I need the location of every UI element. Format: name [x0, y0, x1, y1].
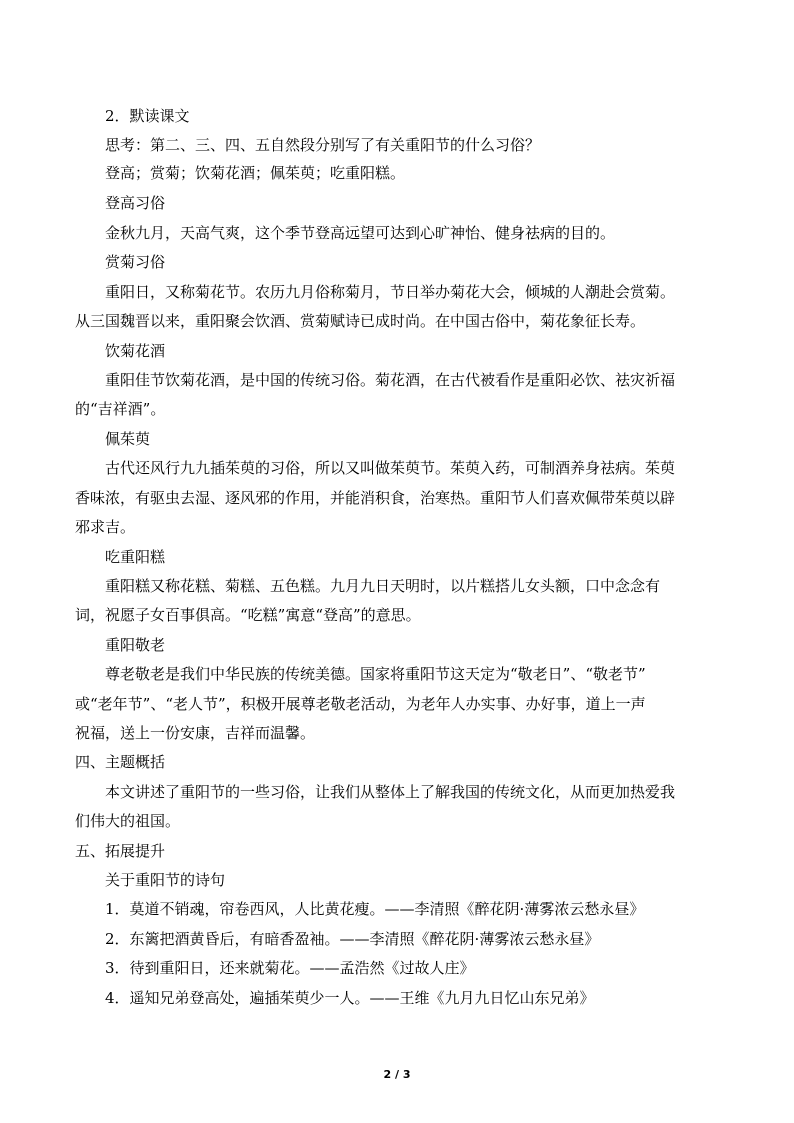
- poem-line: 3．待到重阳日，还来就菊花。——孟浩然《过故人庄》: [105, 959, 475, 977]
- question-text: 思考：第二、三、四、五自然段分别写了有关重阳节的什么习俗？: [105, 136, 541, 154]
- paragraph-line: 从三国魏晋以来，重阳聚会饮酒、赏菊赋诗已成时尚。在中国古俗中，菊花象征长寿。: [75, 312, 646, 330]
- paragraph-line: 重阳日，又称菊花节。农历九月俗称菊月，节日举办菊花大会，倾城的人潮赴会赏菊。: [105, 283, 676, 301]
- subheading: 重阳敬老: [105, 636, 166, 654]
- paragraph-line: 金秋九月，天高气爽，这个季节登高远望可达到心旷神怡、健身祛病的目的。: [105, 224, 616, 242]
- answer-text: 登高；赏菊；饮菊花酒；佩茱萸；吃重阳糕。: [105, 164, 406, 182]
- subheading: 饮菊花酒: [105, 342, 166, 360]
- poem-line: 4．遥知兄弟登高处，遍插茱萸少一人。——王维《九月九日忆山东兄弟》: [105, 989, 595, 1007]
- paragraph-line: 重阳糕又称花糕、菊糕、五色糕。九月九日天明时，以片糕搭儿女头额，口中念念有: [105, 577, 661, 595]
- section-heading: 四、主题概括: [75, 753, 166, 771]
- subheading: 关于重阳节的诗句: [105, 871, 226, 889]
- paragraph-line: 古代还风行九九插茱萸的习俗，所以又叫做茱萸节。茱萸入药，可制酒养身祛病。茱萸: [105, 459, 676, 477]
- poem-line: 2．东篱把酒黄昏后，有暗香盈袖。——李清照《醉花阴·薄雾浓云愁永昼》: [105, 930, 600, 948]
- paragraph-line: 祝福，送上一份安康，吉祥而温馨。: [75, 724, 316, 742]
- paragraph-line: 香味浓，有驱虫去湿、逐风邪的作用，并能消积食，治寒热。重阳节人们喜欢佩带茱萸以辟: [75, 489, 676, 507]
- paragraph-line: 的“吉祥酒”。: [75, 400, 166, 418]
- section-heading: 五、拓展提升: [75, 842, 166, 860]
- paragraph-line: 邪求吉。: [75, 518, 136, 536]
- page-number: 2 / 3: [383, 1068, 411, 1081]
- subheading: 吃重阳糕: [105, 548, 166, 566]
- paragraph-line: 尊老敬老是我们中华民族的传统美德。国家将重阳节这天定为“敬老日”、“敬老节”: [105, 665, 646, 683]
- subheading: 登高习俗: [105, 194, 166, 212]
- subheading: 佩茱萸: [105, 430, 151, 448]
- poem-line: 1．莫道不销魂，帘卷西风，人比黄花瘦。——李清照《醉花阴·薄雾浓云愁永昼》: [105, 900, 645, 918]
- subheading: 赏菊习俗: [105, 253, 166, 271]
- paragraph-line: 或“老年节”、“老人节”，积极开展尊老敬老活动，为老年人办实事、办好事，道上一声: [75, 695, 646, 713]
- paragraph-line: 们伟大的祖国。: [75, 812, 181, 830]
- paragraph-line: 词，祝愿子女百事俱高。“吃糕”寓意“登高”的意思。: [75, 606, 421, 624]
- section-heading: 2．默读课文: [105, 107, 190, 125]
- paragraph-line: 重阳佳节饮菊花酒，是中国的传统习俗。菊花酒，在古代被看作是重阳必饮、祛灾祈福: [105, 371, 676, 389]
- paragraph-line: 本文讲述了重阳节的一些习俗，让我们从整体上了解我国的传统文化，从而更加热爱我: [105, 783, 676, 801]
